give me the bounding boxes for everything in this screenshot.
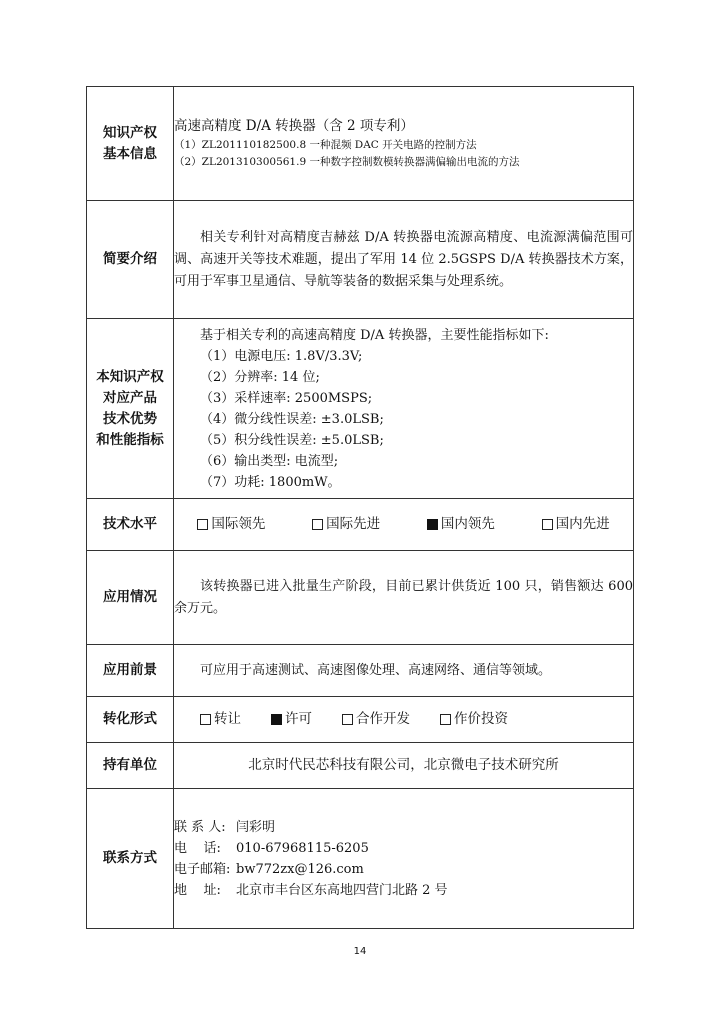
- perf-item: （1）电源电压: 1.8V/3.3V;: [200, 348, 363, 364]
- row-transfer: [87, 697, 634, 743]
- prospect-text: 可应用于高速测试、高速图像处理、高速网络、通信等领域。: [200, 663, 552, 678]
- checkbox-option[interactable]: 转让: [200, 709, 241, 730]
- content-application: [174, 551, 634, 645]
- holder-text: 北京时代民芯科技有限公司，北京微电子技术研究所: [248, 757, 559, 773]
- checkbox-option[interactable]: 合作开发: [342, 709, 410, 730]
- perf-item: （3）采样速率: 2500MSPS;: [200, 390, 373, 406]
- content-ip-basic: [174, 87, 634, 201]
- application-text: 该转换器已进入批量生产阶段，目前已累计供货近 100 只，销售额达 600 余万元。: [174, 578, 633, 616]
- content-holder: [174, 743, 634, 789]
- row-prospect: [87, 645, 634, 697]
- content-prospect: [174, 645, 634, 697]
- checkbox-empty-icon: [312, 519, 323, 530]
- contact-email: 电子邮箱: bw772zx@126.com: [174, 861, 364, 877]
- perf-item: （5）积分线性误差: ±5.0LSB;: [200, 432, 384, 448]
- row-application: [87, 551, 634, 645]
- perf-item: （2）分辨率: 14 位;: [200, 369, 320, 385]
- content-transfer: [174, 697, 634, 743]
- perf-item: （4）微分线性误差: ±3.0LSB;: [200, 411, 384, 427]
- row-performance: [87, 319, 634, 499]
- checkbox-empty-icon: [200, 714, 211, 725]
- checkbox-option[interactable]: 国际先进: [312, 514, 380, 535]
- content-contact: [174, 789, 634, 929]
- row-contact: [87, 789, 634, 929]
- contact-person: 联 系 人: 闫彩明: [174, 819, 276, 835]
- checkbox-empty-icon: [197, 519, 208, 530]
- row-holder: [87, 743, 634, 789]
- label-transfer: 转化形式: [87, 697, 174, 743]
- perf-item: （6）输出类型: 电流型;: [200, 453, 339, 469]
- intro-text: 相关专利针对高精度吉赫兹 D/A 转换器电流源高精度、电流源满偏范围可调、高速开关等技术难题，提出了军用 14 位 2.5GSPS D/A 转换器技术方案，可用于军事卫星通信、导航等装备的数据采集与处理系统。: [174, 229, 633, 289]
- ip-title: 高速高精度 D/A 转换器（含 2 项专利）: [174, 118, 414, 134]
- checkbox-empty-icon: [342, 714, 353, 725]
- label-performance: 本知识产权 对应产品 技术优势 和性能指标: [87, 319, 174, 499]
- checkbox-empty-icon: [542, 519, 553, 530]
- ip-info-table: [86, 86, 634, 929]
- patent-1: （1）ZL201110182500.8 一种混频 DAC 开关电路的控制方法: [174, 139, 477, 151]
- row-ip-basic: [87, 87, 634, 201]
- checkbox-option[interactable]: 作价投资: [440, 709, 508, 730]
- perf-item: （7）功耗: 1800mW。: [200, 474, 341, 490]
- label-intro: 简要介绍: [87, 201, 174, 319]
- label-ip-basic: 知识产权 基本信息: [87, 87, 174, 201]
- page-number: 14: [353, 946, 367, 957]
- row-tech-level: [87, 499, 634, 551]
- label-contact: 联系方式: [87, 789, 174, 929]
- content-tech-level: [174, 499, 634, 551]
- checkbox-option[interactable]: 许可: [271, 709, 312, 730]
- checkbox-option[interactable]: 国内先进: [542, 514, 610, 535]
- checkbox-empty-icon: [440, 714, 451, 725]
- row-intro: [87, 201, 634, 319]
- label-prospect: 应用前景: [87, 645, 174, 697]
- contact-phone: 电 话: 010-67968115-6205: [174, 840, 369, 856]
- label-application: 应用情况: [87, 551, 174, 645]
- label-holder: 持有单位: [87, 743, 174, 789]
- checkbox-option[interactable]: 国内领先: [427, 514, 495, 535]
- checkbox-checked-icon: [271, 714, 282, 725]
- contact-address: 地 址: 北京市丰台区东高地四营门北路 2 号: [174, 882, 448, 898]
- perf-lead: 基于相关专利的高速高精度 D/A 转换器，主要性能指标如下:: [200, 327, 549, 343]
- content-performance: [174, 319, 634, 499]
- checkbox-option[interactable]: 国际领先: [197, 514, 265, 535]
- content-intro: [174, 201, 634, 319]
- label-tech-level: 技术水平: [87, 499, 174, 551]
- checkbox-checked-icon: [427, 519, 438, 530]
- patent-2: （2）ZL201310300561.9 一种数字控制数模转换器满偏输出电流的方法: [174, 156, 520, 168]
